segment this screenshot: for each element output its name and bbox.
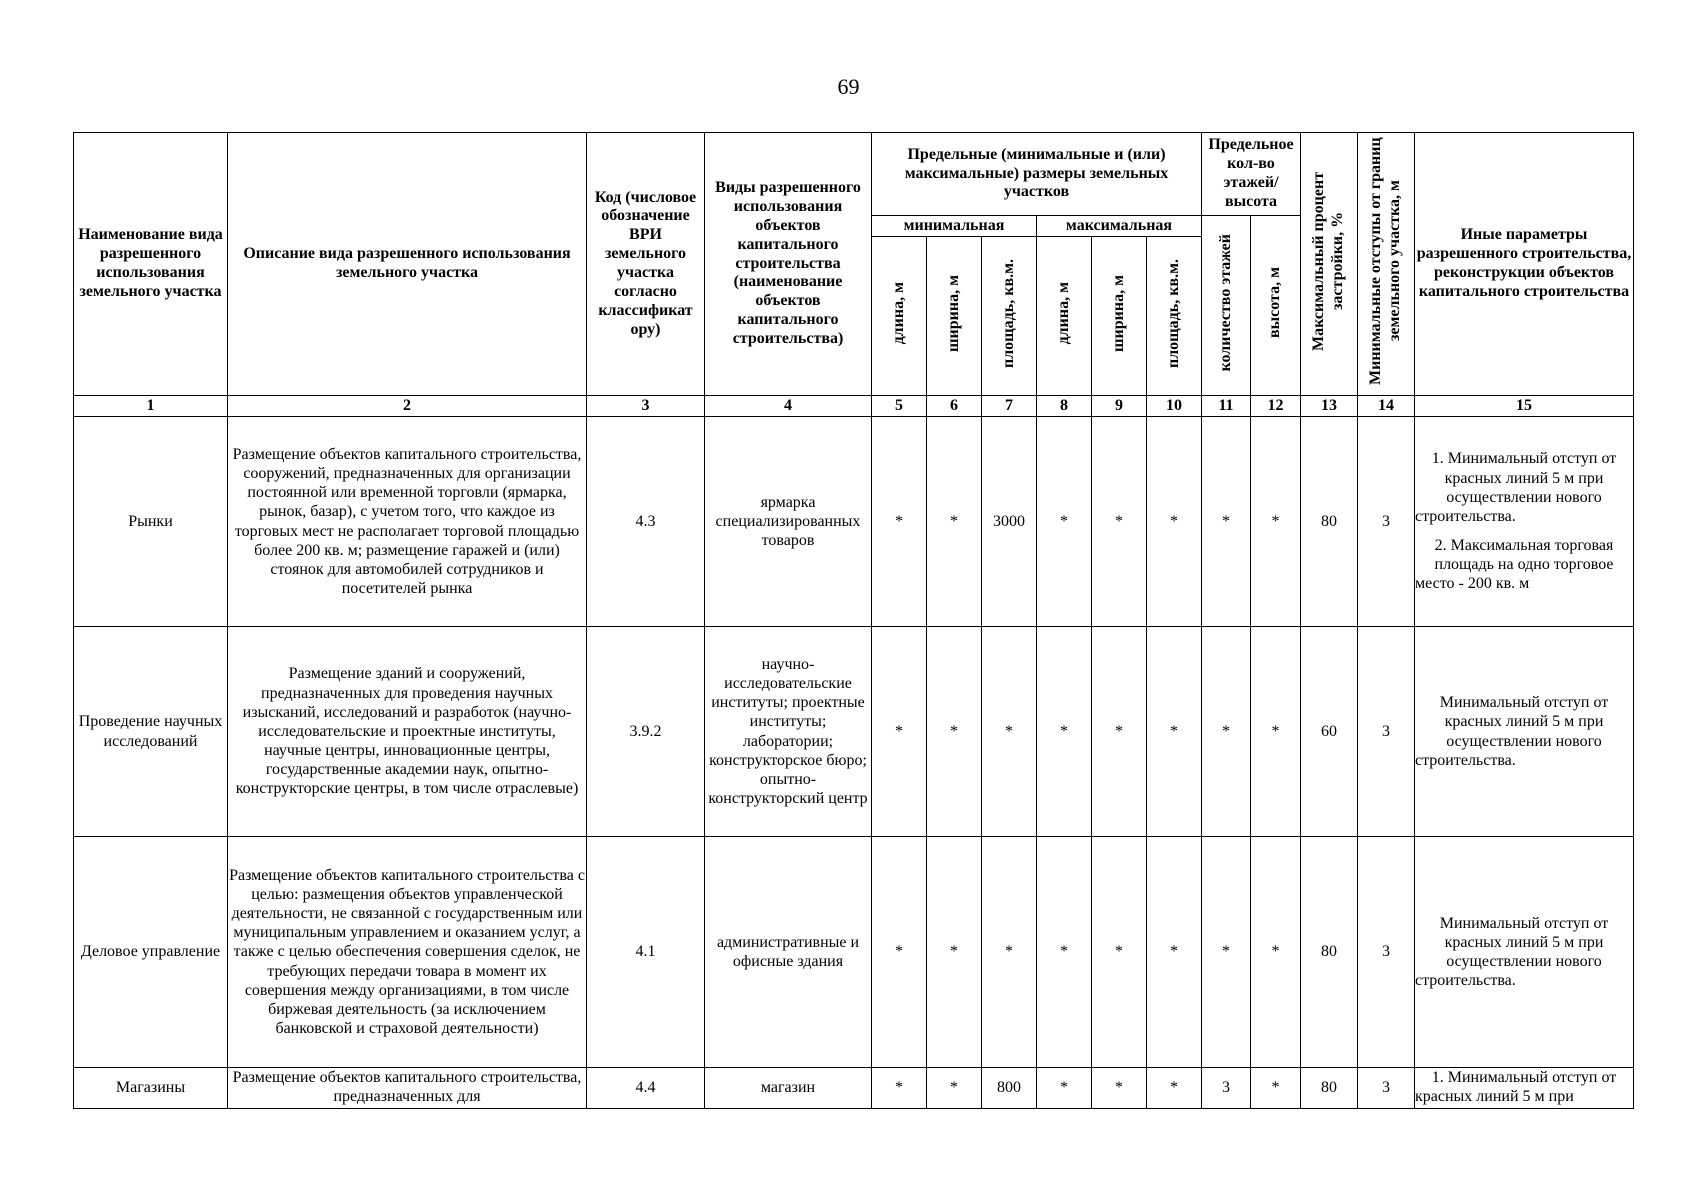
- header-max-percent-text: Максимальный процент застройки, %: [1310, 171, 1346, 351]
- header-floors: [1202, 216, 1251, 396]
- row-description: Размещение объектов капитального строительства с целью: размещения объектов управленческой деятельности, не связанной с государственным или муниципальным управлением и оказанием услуг, а также с целью обеспечения совершения сделок, не требующих передачи товара в момент их совершения между организациями, в том числе биржевая деятельность (за исключением банковской и страховой деятельности): [228, 837, 587, 1068]
- column-number: 3: [587, 396, 705, 417]
- column-number: 4: [705, 396, 872, 417]
- row-floors: 3: [1202, 1068, 1251, 1109]
- row-max-length: *: [1037, 1068, 1092, 1109]
- row-max-area: *: [1147, 417, 1202, 627]
- column-number: 1: [74, 396, 228, 417]
- header-min-group: минимальная: [872, 216, 1037, 237]
- row-other-params: [1415, 1068, 1634, 1109]
- column-number: 6: [927, 396, 982, 417]
- row-max-length: *: [1037, 837, 1092, 1068]
- column-number: 7: [982, 396, 1037, 417]
- other-param-text: 1. Минимальный отступ от красных линий 5 м при: [1415, 1069, 1617, 1106]
- row-min-length: *: [872, 1068, 927, 1109]
- header-min-area: [982, 237, 1037, 396]
- row-setback: 3: [1358, 417, 1415, 627]
- header-max-group: максимальная: [1037, 216, 1202, 237]
- other-param-text: Минимальный отступ от красных линий 5 м при осуществлении нового строительства.: [1415, 694, 1609, 769]
- column-number: 15: [1415, 396, 1634, 417]
- other-param-text: 1. Минимальный отступ от красных линий 5 м при осуществлении нового строительства.: [1415, 450, 1617, 525]
- row-min-length: *: [872, 417, 927, 627]
- row-description: Размещение объектов капитального строительства, предназначенных для: [228, 1068, 587, 1109]
- other-param-text: Минимальный отступ от красных линий 5 м при осуществлении нового строительства.: [1415, 914, 1609, 990]
- column-number: 5: [872, 396, 927, 417]
- row-max-width: *: [1092, 837, 1147, 1068]
- header-min-area-text: площадь, кв.м.: [999, 258, 1017, 368]
- header-max-area: [1147, 237, 1202, 396]
- row-percent: 80: [1301, 417, 1358, 627]
- row-max-area: *: [1147, 1068, 1202, 1109]
- table-row: [74, 417, 1634, 627]
- row-description: Размещение зданий и сооружений, предназначенных для проведения научных изысканий, исследований и разработок (научно-исследовательские и проектные институты, научные центры, инновационные центры, государственные академии наук, опытно-конструкторские центры, в том числе отраслевые): [228, 627, 587, 837]
- header-min-length-text: длина, м: [889, 281, 907, 345]
- header-name: Наименование вида разрешенного использования земельного участка: [74, 133, 228, 396]
- other-param-text: 2. Максимальная торговая площадь на одно торговое место - 200 кв. м: [1415, 537, 1614, 593]
- column-number: 12: [1251, 396, 1301, 417]
- row-min-width: *: [927, 627, 982, 837]
- row-other-params: [1415, 837, 1634, 1068]
- row-max-width: *: [1092, 627, 1147, 837]
- header-row-1: [74, 133, 1634, 216]
- row-min-area: 3000: [982, 417, 1037, 627]
- row-height: *: [1251, 837, 1301, 1068]
- header-max-percent: [1301, 133, 1358, 396]
- header-height: [1251, 216, 1301, 396]
- row-max-length: *: [1037, 417, 1092, 627]
- row-code: 4.1: [587, 837, 705, 1068]
- row-objects: научно-исследовательские институты; проектные институты; лаборатории; конструкторское бюро; опытно-конструкторский центр: [705, 627, 872, 837]
- row-setback: 3: [1358, 1068, 1415, 1109]
- header-min-setback-text: Минимальные отступы от границ земельного участка, м: [1367, 137, 1403, 385]
- row-max-area: *: [1147, 627, 1202, 837]
- row-min-area: *: [982, 837, 1037, 1068]
- header-code: Код (числовое обозначение ВРИ земельного участка согласно классификат ору): [587, 133, 705, 396]
- header-other-params: Иные параметры разрешенного строительства, реконструкции объектов капитального строительства: [1415, 133, 1634, 396]
- column-number-row: [74, 396, 1634, 417]
- row-max-width: *: [1092, 417, 1147, 627]
- row-setback: 3: [1358, 837, 1415, 1068]
- row-objects: магазин: [705, 1068, 872, 1109]
- row-name: Проведение научных исследований: [74, 627, 228, 837]
- header-min-width-text: ширина, м: [944, 274, 962, 352]
- row-percent: 80: [1301, 1068, 1358, 1109]
- row-setback: 3: [1358, 627, 1415, 837]
- header-floors-text: количество этажей: [1216, 233, 1234, 372]
- header-min-width: [927, 237, 982, 396]
- row-min-length: *: [872, 627, 927, 837]
- column-number: 14: [1358, 396, 1415, 417]
- header-max-length: [1037, 237, 1092, 396]
- row-max-width: *: [1092, 1068, 1147, 1109]
- column-number: 11: [1202, 396, 1251, 417]
- row-floors: *: [1202, 837, 1251, 1068]
- row-other-params: [1415, 627, 1634, 837]
- table-row: [74, 627, 1634, 837]
- table-row: [74, 1068, 1634, 1109]
- row-name: Деловое управление: [74, 837, 228, 1068]
- regulations-table: [73, 132, 1634, 1109]
- row-floors: *: [1202, 417, 1251, 627]
- row-max-area: *: [1147, 837, 1202, 1068]
- row-min-area: *: [982, 627, 1037, 837]
- page-number: 69: [837, 74, 860, 99]
- column-number: 13: [1301, 396, 1358, 417]
- header-height-text: высота, м: [1266, 267, 1284, 339]
- column-number: 9: [1092, 396, 1147, 417]
- row-other-params: [1415, 417, 1634, 627]
- column-number: 8: [1037, 396, 1092, 417]
- header-floors-group: Предельное кол-во этажей/ высота: [1202, 133, 1301, 216]
- header-max-area-text: площадь, кв.м.: [1164, 258, 1182, 368]
- header-max-length-text: длина, м: [1054, 281, 1072, 345]
- row-name: Рынки: [74, 417, 228, 627]
- row-min-width: *: [927, 417, 982, 627]
- header-min-setback: [1358, 133, 1415, 396]
- header-objects: Виды разрешенного использования объектов капитального строительства (наименование объектов капитального строительства): [705, 133, 872, 396]
- row-min-area: 800: [982, 1068, 1037, 1109]
- row-height: *: [1251, 1068, 1301, 1109]
- row-height: *: [1251, 627, 1301, 837]
- header-description: Описание вида разрешенного использования земельного участка: [228, 133, 587, 396]
- row-objects: ярмарка специализированных товаров: [705, 417, 872, 627]
- row-code: 3.9.2: [587, 627, 705, 837]
- row-code: 4.3: [587, 417, 705, 627]
- column-number: 10: [1147, 396, 1202, 417]
- row-name: Магазины: [74, 1068, 228, 1109]
- header-sizes-group: Предельные (минимальные и (или) максимальные) размеры земельных участков: [872, 133, 1202, 216]
- row-objects: административные и офисные здания: [705, 837, 872, 1068]
- row-min-width: *: [927, 1068, 982, 1109]
- row-height: *: [1251, 417, 1301, 627]
- row-min-width: *: [927, 837, 982, 1068]
- row-percent: 60: [1301, 627, 1358, 837]
- row-code: 4.4: [587, 1068, 705, 1109]
- row-min-length: *: [872, 837, 927, 1068]
- row-description: Размещение объектов капитального строительства, сооружений, предназначенных для организации постоянной или временной торговли (ярмарка, рынок, базар), с учетом того, что каждое из торговых мест не располагает торговой площадью более 200 кв. м; размещение гаражей и (или) стоянок для автомобилей сотрудников и посетителей рынка: [228, 417, 587, 627]
- row-percent: 80: [1301, 837, 1358, 1068]
- table-row: [74, 837, 1634, 1068]
- row-floors: *: [1202, 627, 1251, 837]
- header-min-length: [872, 237, 927, 396]
- header-max-width-text: ширина, м: [1109, 274, 1127, 352]
- header-max-width: [1092, 237, 1147, 396]
- row-max-length: *: [1037, 627, 1092, 837]
- column-number: 2: [228, 396, 587, 417]
